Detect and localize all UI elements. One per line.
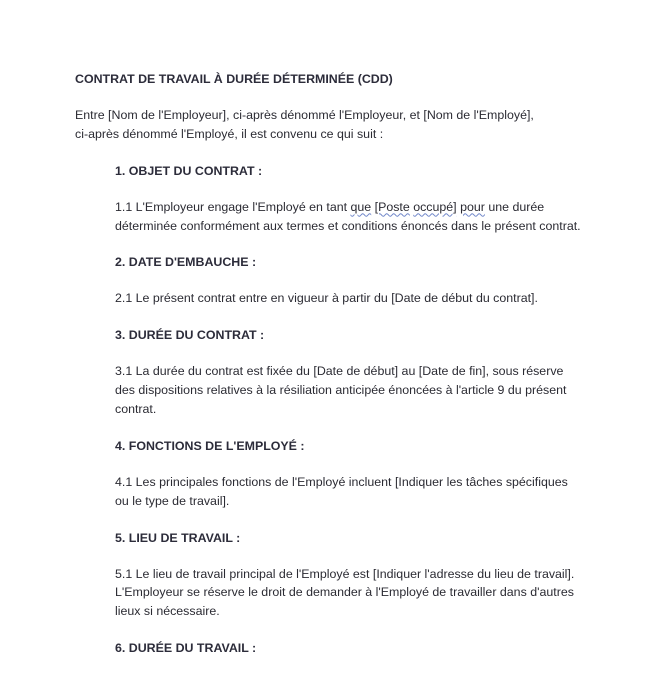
section-duree-contrat	[115, 326, 585, 419]
paragraph-text: 1.1 L'Employeur engage l'Employé en tant	[115, 199, 351, 214]
section-heading: 1. OBJET DU CONTRAT :	[115, 163, 263, 178]
section-paragraph: 4.1 Les principales fonctions de l'Employé incluent [Indiquer les tâches spécifiques ou le type de travail].	[115, 474, 568, 508]
spellcheck-flagged-word[interactable]: pour	[460, 199, 485, 214]
section-objet	[115, 162, 585, 236]
section-heading: 2. DATE D'EMBAUCHE :	[115, 255, 257, 270]
spellcheck-flagged-word[interactable]: occupé]	[413, 199, 457, 214]
intro-line: ci-après dénommé l'Employé, il est convenu ce qui suit :	[75, 126, 384, 141]
intro-line: Entre [Nom de l'Employeur], ci-après dénommé l'Employeur, et [Nom de l'Employé],	[75, 107, 534, 122]
section-paragraph	[115, 198, 585, 236]
section-heading: 5. LIEU DE TRAVAIL :	[115, 530, 241, 545]
section-paragraph: 3.1 La durée du contrat est fixée du [Date de début] au [Date de fin], sous réserve des dispositions relatives à la résiliation anticipée énoncées à l'article 9 du présent contrat.	[115, 364, 567, 416]
document-title: CONTRAT DE TRAVAIL À DURÉE DÉTERMINÉE (CDD)	[75, 72, 393, 86]
paragraph-text: une durée déterminée conformément aux termes et conditions énoncés dans le présent contrat.	[115, 199, 581, 233]
section-paragraph: 5.1 Le lieu de travail principal de l'Employé est [Indiquer l'adresse du lieu de travail]. L'Employeur se réserve le droit de demander à l'Employé de travailler dans d'autres lieux si nécessaire.	[115, 566, 575, 619]
section-heading: 6. DURÉE DU TRAVAIL :	[115, 641, 257, 656]
spellcheck-flagged-word[interactable]: que	[350, 199, 372, 214]
spellcheck-flagged-word[interactable]: [Poste	[374, 199, 410, 214]
section-duree-travail	[115, 639, 585, 658]
section-fonctions	[115, 437, 585, 511]
section-lieu-travail	[115, 529, 585, 622]
section-paragraph: 2.1 Le présent contrat entre en vigueur à partir du [Date de début du contrat].	[115, 291, 538, 306]
section-date-embauche	[115, 253, 585, 308]
section-heading: 4. FONCTIONS DE L'EMPLOYÉ :	[115, 438, 305, 453]
intro-paragraph	[75, 106, 595, 144]
document-body	[75, 70, 595, 675]
section-heading: 3. DURÉE DU CONTRAT :	[115, 328, 265, 343]
